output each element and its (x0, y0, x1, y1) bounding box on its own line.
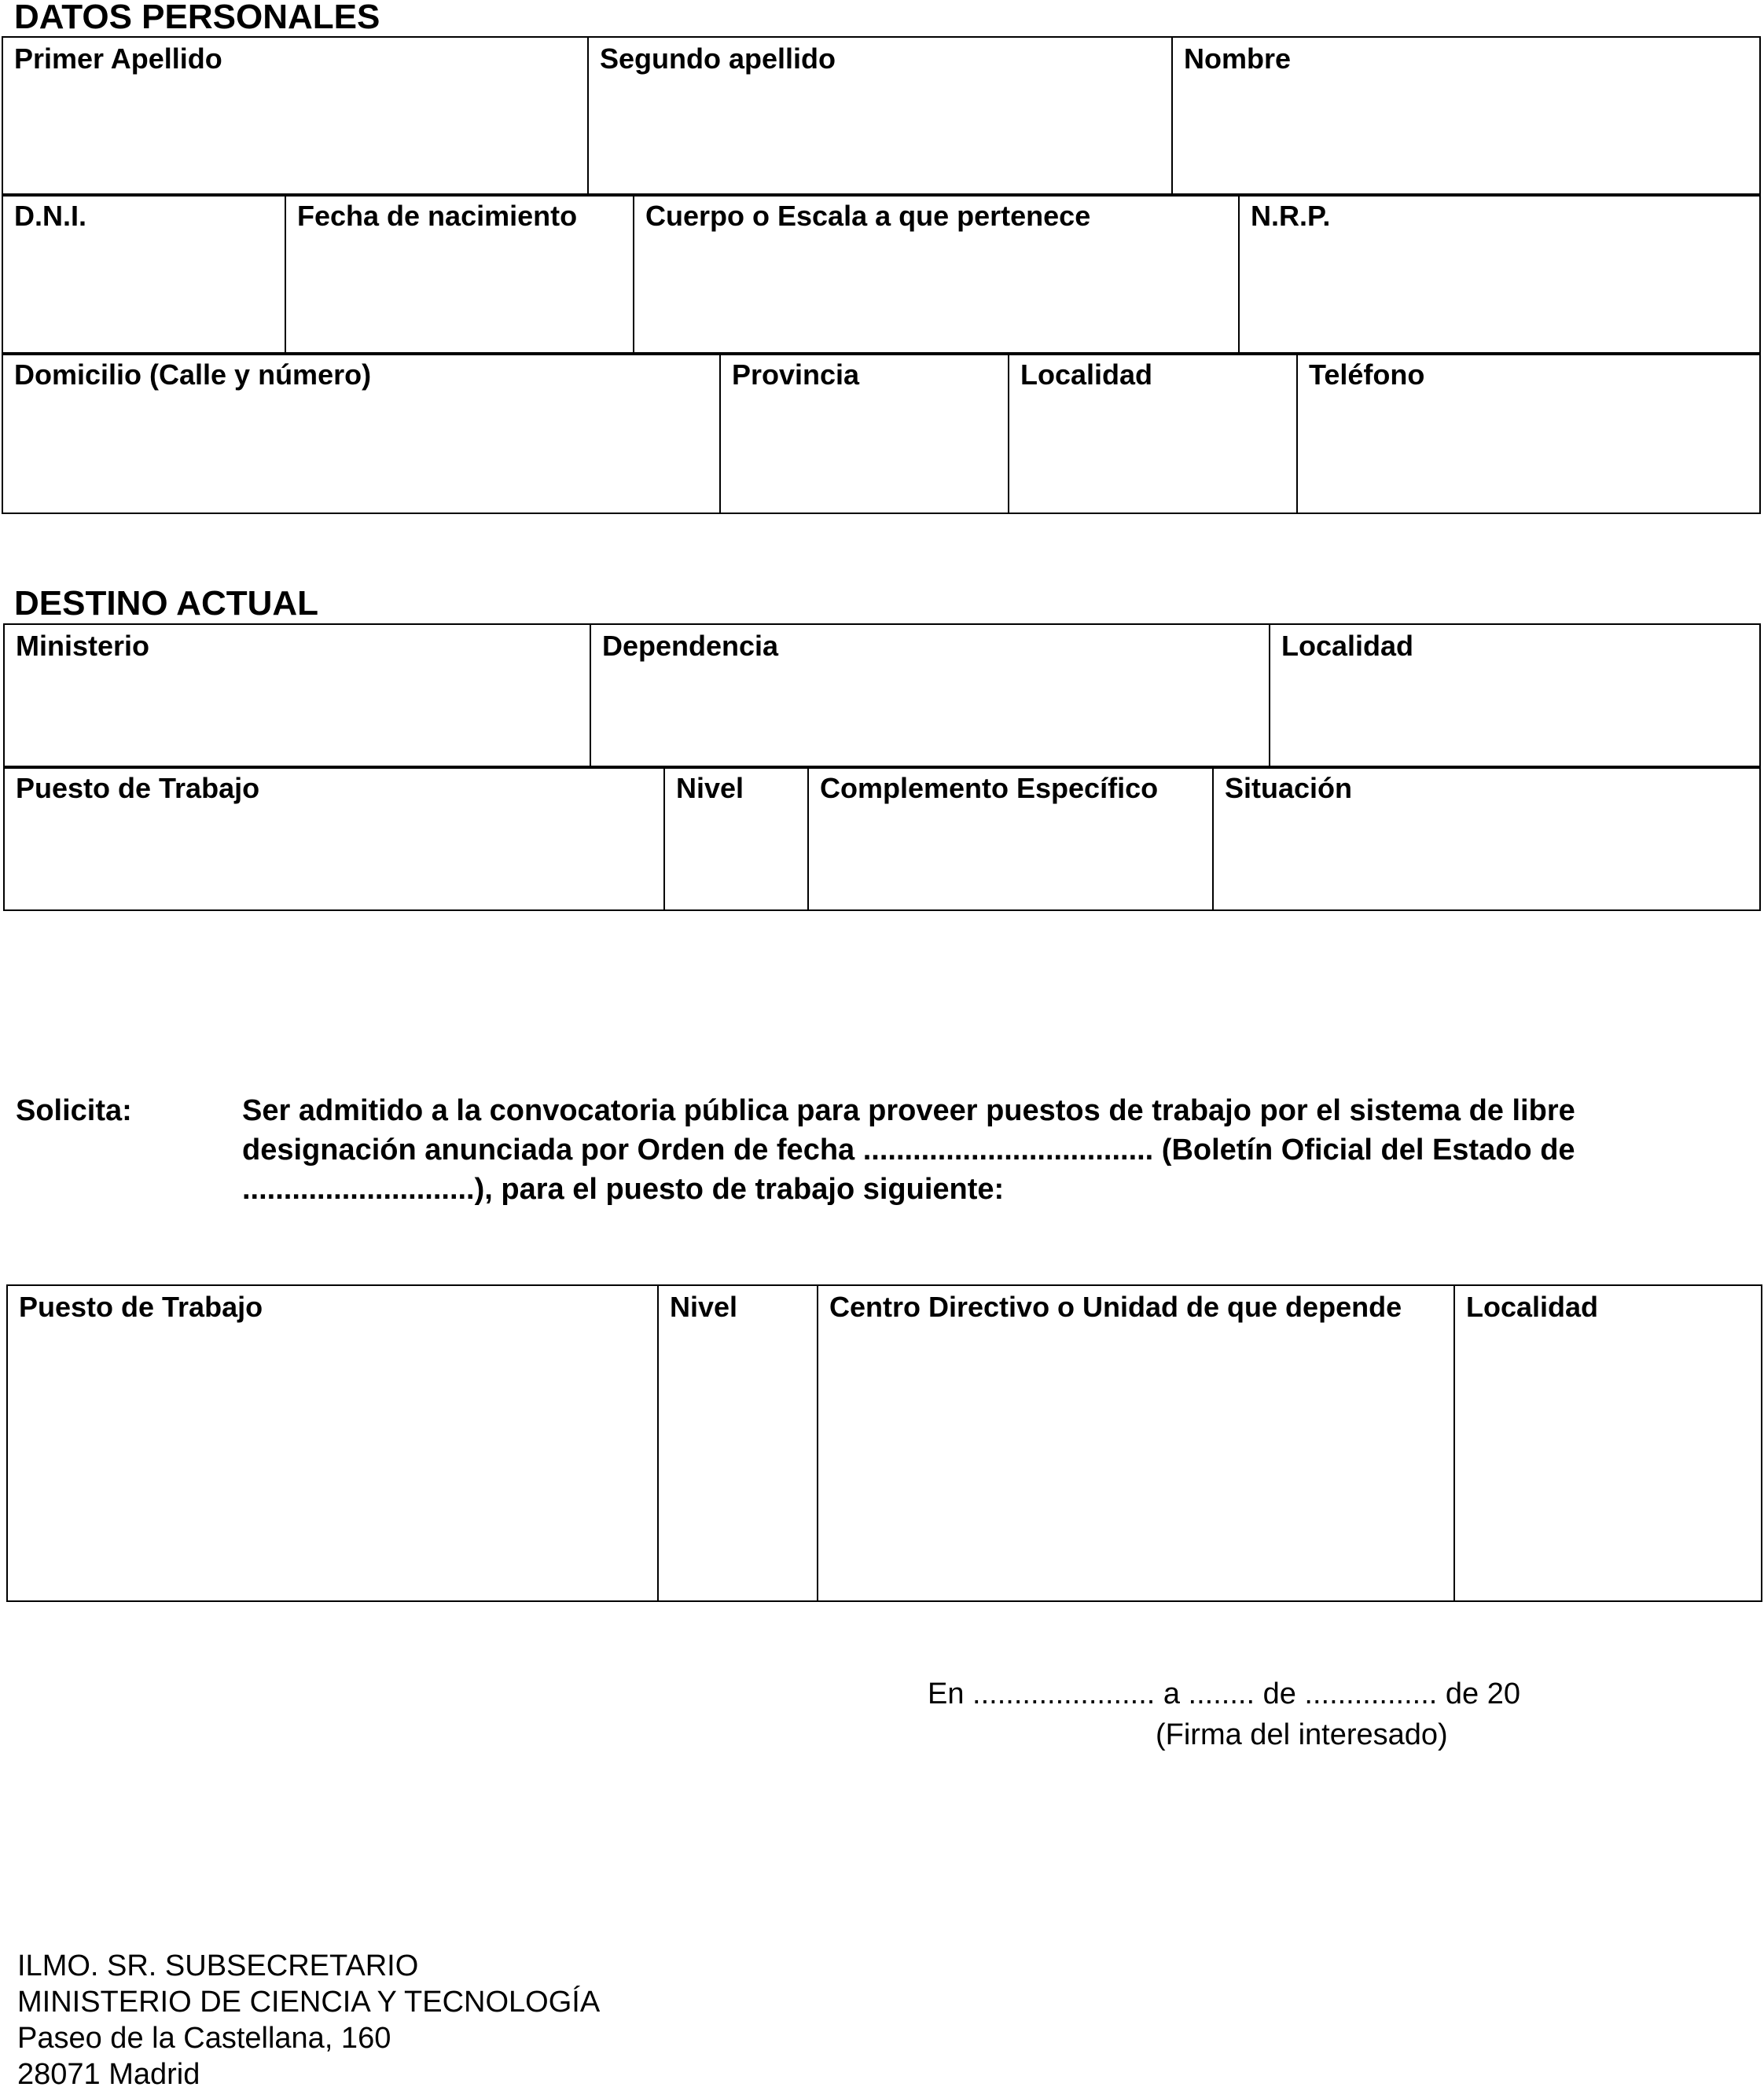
destino-actual-row2 (3, 766, 1761, 911)
telefono-field[interactable]: Teléfono (1297, 353, 1760, 513)
dependencia-field[interactable]: Dependencia (590, 624, 1270, 768)
destino-localidad-field[interactable]: Localidad (1270, 624, 1760, 768)
datos-personales-row1 (2, 36, 1761, 197)
nrp-field[interactable]: N.R.P. (1239, 194, 1760, 355)
destino-actual-heading: DESTINO ACTUAL (14, 584, 319, 623)
address-line-4: 28071 Madrid (17, 2058, 200, 2091)
solicita-line-1: Ser admitido a la convocatoria pública para proveer puestos de trabajo por el sistema de libre (242, 1094, 1575, 1127)
solicita-line-2: designación anunciada por Orden de fecha ................................... (Boletín Oficial del Estado de (242, 1134, 1575, 1167)
centro-directivo-field[interactable]: Centro Directivo o Unidad de que depende (818, 1285, 1454, 1601)
destinatario-address (17, 1948, 600, 2092)
localidad-field[interactable]: Localidad (1009, 353, 1297, 513)
datos-personales-row2 (2, 193, 1761, 355)
solicita-label: Solicita: (16, 1094, 132, 1127)
puesto-solicitado-table (6, 1284, 1762, 1602)
datos-personales-heading: DATOS PERSONALES (14, 0, 380, 36)
domicilio-field[interactable]: Domicilio (Calle y número) (2, 353, 720, 513)
puesto-solicitado-localidad-field[interactable]: Localidad (1454, 1285, 1762, 1601)
segundo-apellido-field[interactable]: Segundo apellido (588, 37, 1172, 196)
destino-actual-row1 (3, 623, 1761, 769)
cuerpo-escala-field[interactable]: Cuerpo o Escala a que pertenece (634, 194, 1239, 355)
nombre-field[interactable]: Nombre (1172, 37, 1760, 196)
solicita-line-3: ............................), para el puesto de trabajo siguiente: (242, 1173, 1005, 1206)
nivel-field[interactable]: Nivel (664, 766, 808, 910)
address-line-2: MINISTERIO DE CIENCIA Y TECNOLOGÍA (17, 1986, 601, 2019)
fecha-nacimiento-field[interactable]: Fecha de nacimiento (285, 194, 634, 355)
solicita-text (242, 1091, 1720, 1209)
situacion-field[interactable]: Situación (1213, 766, 1760, 910)
primer-apellido-field[interactable]: Primer Apellido (2, 37, 588, 196)
ministerio-field[interactable]: Ministerio (4, 624, 590, 768)
datos-personales-row3 (2, 352, 1761, 514)
puesto-solicitado-nivel-field[interactable]: Nivel (658, 1285, 818, 1601)
date-line: En ...................... a ........ de ................ de 20 (928, 1677, 1520, 1710)
address-line-3: Paseo de la Castellana, 160 (17, 2022, 391, 2055)
puesto-trabajo-field[interactable]: Puesto de Trabajo (4, 766, 664, 910)
firma-label: (Firma del interesado) (1156, 1718, 1448, 1751)
complemento-especifico-field[interactable]: Complemento Específico (808, 766, 1213, 910)
provincia-field[interactable]: Provincia (720, 353, 1009, 513)
dni-field[interactable]: D.N.I. (2, 194, 285, 355)
puesto-solicitado-field[interactable]: Puesto de Trabajo (7, 1285, 658, 1601)
address-line-1: ILMO. SR. SUBSECRETARIO (17, 1949, 419, 1982)
